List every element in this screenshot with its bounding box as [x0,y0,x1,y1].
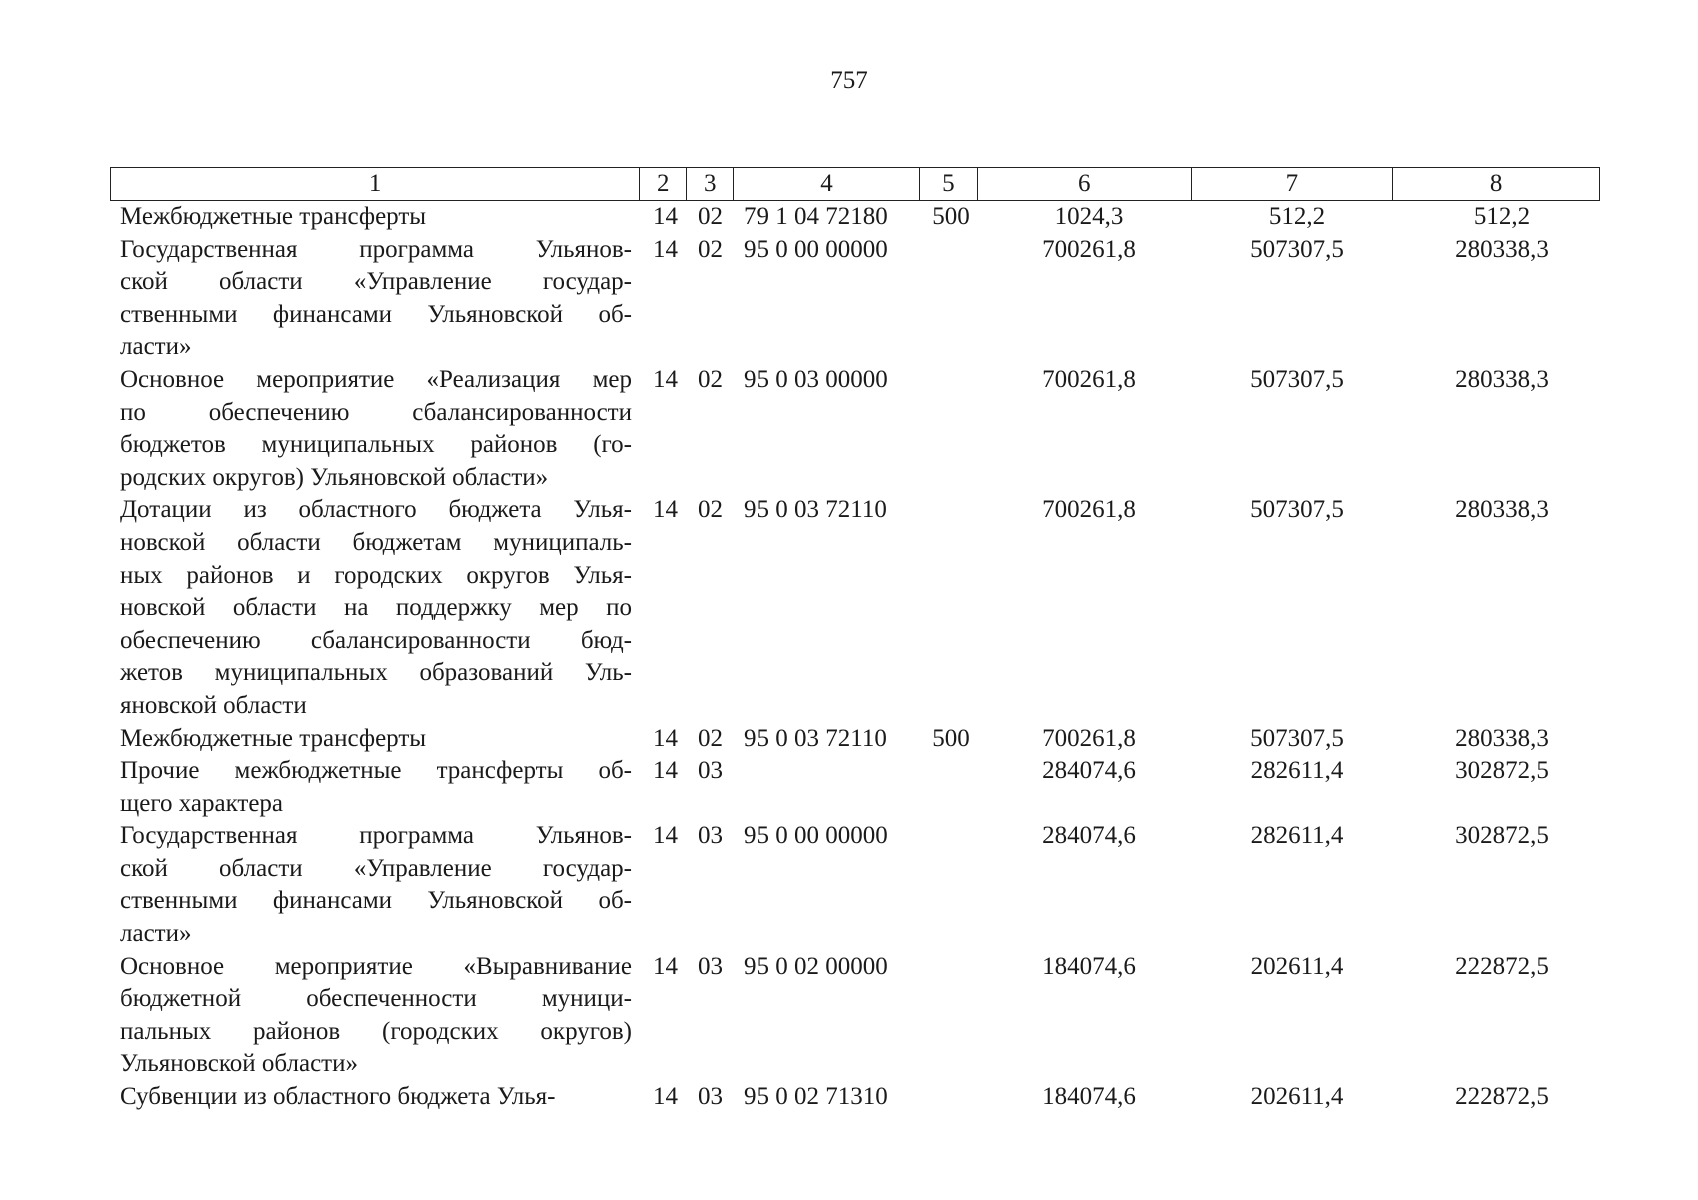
header-cell: 1 [111,168,640,200]
amount-year3: 280338,3 [1455,365,1549,393]
item-name [110,723,640,756]
amount-year1: 700261,8 [1042,365,1136,393]
item-name-line: ской области «Управление государ- [120,854,632,882]
amount-year1: 700261,8 [1042,235,1136,263]
section-code: 14 [653,203,678,230]
expense-type-code [920,234,978,364]
header-cell: 2 [640,168,687,200]
item-name-line: родских округов) Ульяновской области» [120,463,549,491]
amount-year3: 280338,3 [1455,724,1549,752]
expense-type-code [920,755,978,820]
section-code: 14 [653,822,678,850]
header-cell: 7 [1192,168,1394,200]
table-row [110,364,1600,494]
item-name-line: яновской области [120,691,307,719]
section-code: 14 [653,952,678,980]
item-name [110,234,640,364]
amount-year2: 282611,4 [1250,822,1344,850]
item-name-line: Межбюджетные трансферты [120,203,427,230]
amount-year1: 284074,6 [1042,757,1136,785]
subsection-code: 03 [698,822,723,850]
subsection-code: 03 [698,1083,723,1111]
header-cell: 3 [687,168,734,200]
item-name [110,201,640,234]
item-name-line: ласти» [120,333,192,361]
subsection-code: 03 [698,757,723,785]
item-name-line: обеспечению сбалансированности бюд- [120,626,632,654]
amount-year1: 700261,8 [1042,724,1136,752]
amount-year2: 282611,4 [1250,757,1344,785]
amount-year1: 184074,6 [1042,1083,1136,1111]
amount-year2: 507307,5 [1250,365,1344,393]
target-article-code: 95 0 03 72110 [744,496,887,524]
table-row [110,951,1600,1081]
amount-year2: 512,2 [1268,203,1326,230]
item-name-line: ственными финансами Ульяновской об- [120,887,632,915]
amount-year3: 302872,5 [1455,822,1549,850]
table-row [110,201,1600,234]
subsection-code: 02 [698,235,723,263]
table-row [110,820,1600,950]
table-row [110,755,1600,820]
item-name-line: Ульяновской области» [120,1050,358,1078]
expense-type-code [920,820,978,950]
amount-year3: 280338,3 [1455,496,1549,524]
item-name-line: Государственная программа Ульянов- [120,235,632,263]
expense-type-code: 500 [932,724,970,752]
item-name [110,494,640,722]
item-name-line: Субвенции из областного бюджета Улья- [120,1083,556,1111]
table-row [110,494,1600,722]
item-name [110,755,640,820]
target-article-code: 95 0 02 71310 [744,1083,888,1111]
expense-type-code [920,364,978,494]
amount-year2: 507307,5 [1250,724,1344,752]
item-name-line: Основное мероприятие «Реализация мер [120,365,632,393]
item-name-line: ственными финансами Ульяновской об- [120,300,632,328]
target-article-code: 95 0 00 00000 [744,822,888,850]
section-code: 14 [653,365,678,393]
item-name [110,364,640,494]
amount-year1: 700261,8 [1042,496,1136,524]
amount-year3: 280338,3 [1455,235,1549,263]
header-cell: 6 [978,168,1192,200]
amount-year2: 202611,4 [1250,952,1344,980]
item-name-line: по обеспечению сбалансированности [120,398,632,426]
item-name-line: ской области «Управление государ- [120,268,632,296]
amount-year3: 222872,5 [1455,1083,1549,1111]
subsection-code: 03 [698,952,723,980]
subsection-code: 02 [698,724,723,752]
item-name-line: жетов муниципальных образований Уль- [120,659,632,687]
table-row [110,234,1600,364]
target-article-code: 95 0 00 00000 [744,235,888,263]
item-name-line: ных районов и городских округов Улья- [120,561,632,589]
item-name-line: бюджетной обеспеченности муници- [120,985,632,1013]
target-article-code: 95 0 03 72110 [744,724,887,752]
table-row [110,1081,1600,1114]
target-article-code: 95 0 02 00000 [744,952,888,980]
table-header [110,167,1600,201]
header-cell: 5 [920,168,978,200]
header-cell: 4 [734,168,920,200]
header-cell: 8 [1489,170,1503,197]
expense-type-code [920,951,978,1081]
item-name [110,951,640,1081]
item-name-line: Основное мероприятие «Выравнивание [120,952,632,980]
item-name-line: ласти» [120,920,192,948]
subsection-code: 02 [698,365,723,393]
amount-year2: 507307,5 [1250,496,1344,524]
page-number: 757 [830,67,868,94]
amount-year3: 302872,5 [1455,757,1549,785]
budget-table [110,167,1600,1114]
expense-type-code: 500 [932,203,970,230]
item-name [110,820,640,950]
expense-type-code [920,494,978,722]
amount-year1: 1024,3 [1054,203,1124,230]
target-article-code: 79 1 04 72180 [744,203,888,230]
section-code: 14 [653,724,678,752]
amount-year2: 507307,5 [1250,235,1344,263]
item-name-line: пальных районов (городских округов) [120,1017,632,1045]
item-name-line: Дотации из областного бюджета Улья- [120,496,632,524]
expense-type-code [920,1081,978,1114]
table-body [110,201,1600,1114]
item-name-line: Межбюджетные трансферты [120,724,427,752]
item-name-line: Прочие межбюджетные трансферты об- [120,757,632,785]
subsection-code: 02 [698,496,723,524]
item-name-line: новской области на поддержку мер по [120,594,632,622]
target-article-code [734,755,920,820]
section-code: 14 [653,1083,678,1111]
item-name [110,1081,640,1114]
amount-year3: 222872,5 [1455,952,1549,980]
section-code: 14 [653,496,678,524]
item-name-line: щего характера [120,789,284,817]
amount-year1: 184074,6 [1042,952,1136,980]
item-name-line: Государственная программа Ульянов- [120,822,632,850]
section-code: 14 [653,757,678,785]
subsection-code: 02 [698,203,723,230]
amount-year3: 512,2 [1473,203,1531,230]
target-article-code: 95 0 03 00000 [744,365,888,393]
table-row [110,723,1600,756]
amount-year2: 202611,4 [1250,1083,1344,1111]
amount-year1: 284074,6 [1042,822,1136,850]
section-code: 14 [653,235,678,263]
item-name-line: бюджетов муниципальных районов (го- [120,431,632,459]
item-name-line: новской области бюджетам муниципаль- [120,528,632,556]
